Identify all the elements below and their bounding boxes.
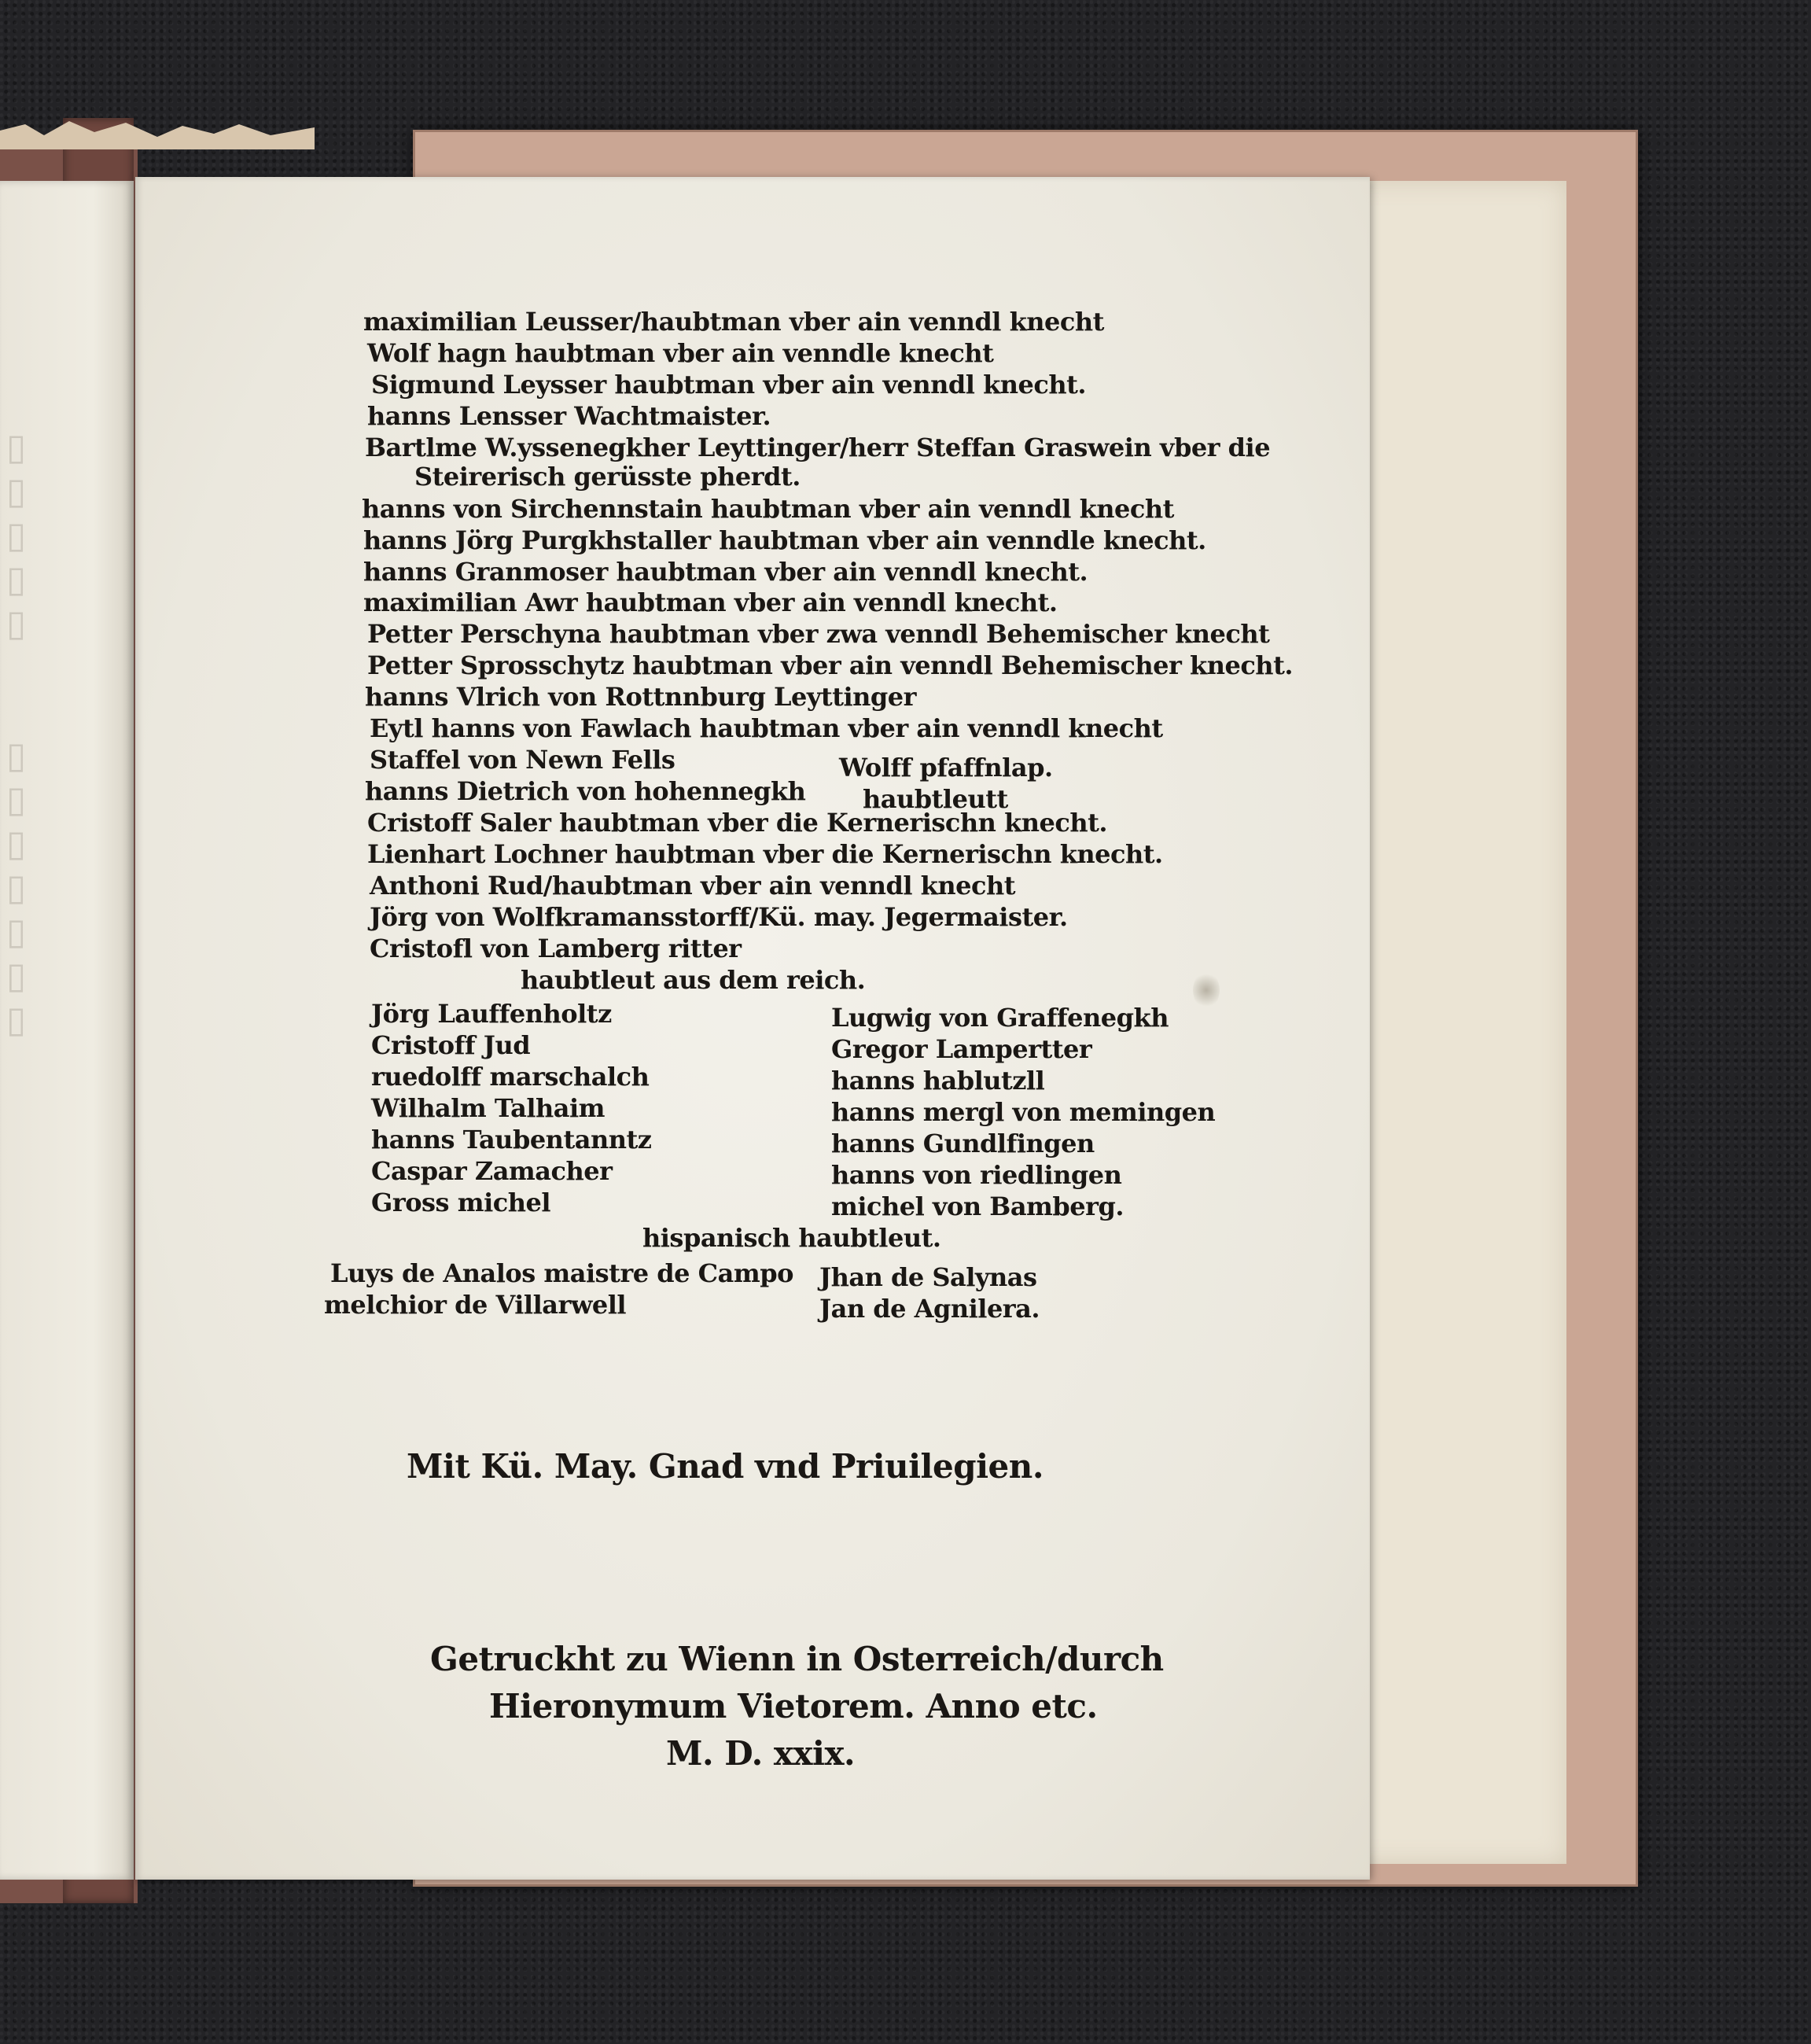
list-item: Caspar Zamacher bbox=[371, 1156, 613, 1186]
list-item: hanns mergl von memingen bbox=[831, 1097, 1216, 1127]
list-item: Lugwig von Graffenegkh bbox=[831, 1003, 1169, 1033]
list-item: Lienhart Lochner haubtman vber die Kernerischn knecht. bbox=[367, 839, 1163, 869]
list-item: Cristofl von Lamberg ritter bbox=[370, 934, 742, 963]
bleed-through-decoration: ▯ ▯ ▯ ▯ ▯ ▯ ▯ ▯ ▯ ▯ ▯ ▯ bbox=[6, 425, 27, 1040]
list-item: hanns hablutzll bbox=[831, 1066, 1045, 1096]
list-item: michel von Bamberg. bbox=[831, 1191, 1125, 1221]
printed-page bbox=[135, 177, 1370, 1880]
list-item: Jhan de Salynas bbox=[819, 1262, 1037, 1292]
list-item: ruedolff marschalch bbox=[371, 1062, 650, 1092]
paper-stain bbox=[1193, 971, 1220, 1009]
list-item: hanns Vlrich von Rottnnburg Leyttinger bbox=[365, 682, 916, 712]
list-item: Jörg Lauffenholtz bbox=[371, 999, 612, 1029]
list-item: hanns Lensser Wachtmaister. bbox=[367, 401, 771, 431]
list-item: hanns Taubentanntz bbox=[371, 1125, 652, 1155]
list-item: Sigmund Leysser haubtman vber ain venndl knecht. bbox=[371, 370, 1087, 400]
list-item: Cristoff Jud bbox=[371, 1030, 531, 1060]
section-heading: hispanisch haubtleut. bbox=[642, 1223, 941, 1253]
section-heading: haubtleut aus dem reich. bbox=[521, 965, 866, 995]
list-item: hanns Gundlfingen bbox=[831, 1129, 1095, 1158]
list-item: maximilian Awr haubtman vber ain venndl knecht. bbox=[363, 587, 1058, 617]
list-item: Gross michel bbox=[371, 1188, 550, 1217]
list-item: maximilian Leusser/haubtman vber ain venndl knecht bbox=[363, 307, 1104, 337]
list-item: Jan de Agnilera. bbox=[819, 1294, 1040, 1324]
list-item: Petter Perschyna haubtman vber zwa venndl Behemischer knecht bbox=[367, 619, 1270, 649]
list-item: Jörg von Wolfkramansstorff/Kü. may. Jegermaister. bbox=[370, 902, 1068, 932]
left-page bbox=[0, 181, 134, 1880]
list-item: melchior de Villarwell bbox=[324, 1290, 627, 1320]
list-item: hanns Dietrich von hohennegkh bbox=[365, 776, 806, 806]
list-item: Wolf hagn haubtman vber ain venndle knecht bbox=[367, 338, 994, 368]
privilege-statement: Mit Kü. May. Gnad vnd Priuilegien. bbox=[407, 1447, 1044, 1486]
list-item: hanns Jörg Purgkhstaller haubtman vber ain venndle knecht. bbox=[363, 525, 1206, 555]
colophon-line: Getruckht zu Wienn in Osterreich/durch bbox=[430, 1640, 1164, 1678]
list-item: Wolff pfaffnlap. bbox=[839, 753, 1053, 783]
list-item: hanns Granmoser haubtman vber ain venndl knecht. bbox=[363, 557, 1088, 587]
list-item: Staffel von Newn Fells bbox=[370, 745, 675, 775]
list-item: Gregor Lampertter bbox=[831, 1034, 1092, 1064]
colophon-line: M. D. xxix. bbox=[666, 1734, 856, 1773]
list-item: Cristoff Saler haubtman vber die Kernerischn knecht. bbox=[367, 808, 1108, 838]
list-item: hanns von Sirchennstain haubtman vber ain venndl knecht bbox=[362, 494, 1174, 524]
list-item: haubtleutt bbox=[863, 784, 1008, 814]
list-item: hanns von riedlingen bbox=[831, 1160, 1122, 1190]
list-item: Bartlme W.yssenegkher Leyttinger/herr Steffan Graswein vber die bbox=[365, 433, 1271, 462]
list-item: Eytl hanns von Fawlach haubtman vber ain venndl knecht bbox=[370, 713, 1163, 743]
list-item: Steirerisch gerüsste pherdt. bbox=[414, 462, 801, 492]
list-item: Petter Sprosschytz haubtman vber ain venndl Behemischer knecht. bbox=[367, 650, 1293, 680]
colophon-line: Hieronymum Vietorem. Anno etc. bbox=[489, 1687, 1098, 1725]
list-item: Wilhalm Talhaim bbox=[371, 1093, 605, 1123]
list-item: Luys de Analos maistre de Campo bbox=[330, 1258, 793, 1288]
list-item: Anthoni Rud/haubtman vber ain venndl knecht bbox=[370, 871, 1015, 900]
